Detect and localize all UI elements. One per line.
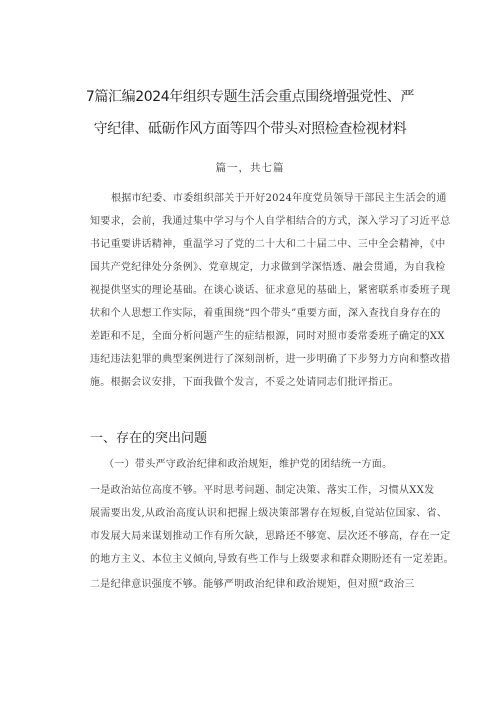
document-subtitle: 篇一，共七篇 bbox=[215, 162, 285, 174]
intro-line: 知要求，会前，我通过集中学习与个人自学相结合的方式，深入学习了习近平总 bbox=[90, 216, 451, 227]
point-one-paragraph bbox=[90, 479, 454, 571]
intro-line: 视提供坚实的理论基础。在谈心谈话、征求意见的基础上，紧密联系市委班子现 bbox=[90, 285, 451, 296]
point-one-line: 的地方主义、本位主义倾向,导致有些工作与上级要求和群众期盼还有一定差距。 bbox=[90, 554, 454, 565]
point-two-paragraph bbox=[90, 573, 415, 596]
intro-line: 书记重要讲话精神，重温学习了党的二十大和二十届二中、三中全会精神，《中 bbox=[90, 239, 446, 250]
section-subheading: （一）带头严守政治纪律和政治规矩，维护党的团结统一方面。 bbox=[104, 459, 393, 470]
point-one-line: 展需要出发,从政治高度认识和把握上级决策部署存在短板,自觉站位国家、省、 bbox=[90, 508, 448, 519]
point-one-line: 市发展大局来谋划推动工作有所欠缺，思路还不够宽、层次还不够高，存在一定 bbox=[90, 531, 451, 542]
intro-line: 施。根据会议安排，下面我做个发言，不妥之处请同志们批评指正。 bbox=[90, 377, 399, 388]
intro-line: 差距和不足，全面分析问题产生的症结根源，同时对照市委常委班子确定的XX bbox=[90, 331, 445, 342]
intro-line: 违纪违法犯罪的典型案例进行了深刻剖析，进一步明确了下步努力方向和整改措 bbox=[90, 354, 451, 365]
document-title-line-1: 7篇汇编2024年组织专题生活会重点围绕增强党性、严 bbox=[85, 89, 415, 105]
intro-paragraph bbox=[90, 187, 451, 394]
point-two-line: 二是纪律意识强度不够。能够严明政治纪律和政治规矩，但对照“政治三 bbox=[90, 579, 415, 590]
document-title-line-2: 守纪律、砥砺作风方面等四个带头对照检查检视材料 bbox=[93, 121, 407, 137]
point-one-line: 一是政治站位高度不够。平时思考问题、制定决策、落实工作，习惯从XX发 bbox=[90, 485, 435, 496]
section-heading: 一、存在的突出问题 bbox=[90, 431, 208, 446]
intro-line: 状和个人思想工作实际，着重围绕“四个带头”重要方面，深入查找自身存在的 bbox=[90, 308, 441, 319]
intro-line: 国共产党纪律处分条例》、党章规定，力求做到学深悟透、融会贯通，为自我检 bbox=[90, 262, 446, 273]
intro-line: 根据市纪委、市委组织部关于开好2024年度党员领导干部民主生活会的通 bbox=[111, 193, 447, 204]
